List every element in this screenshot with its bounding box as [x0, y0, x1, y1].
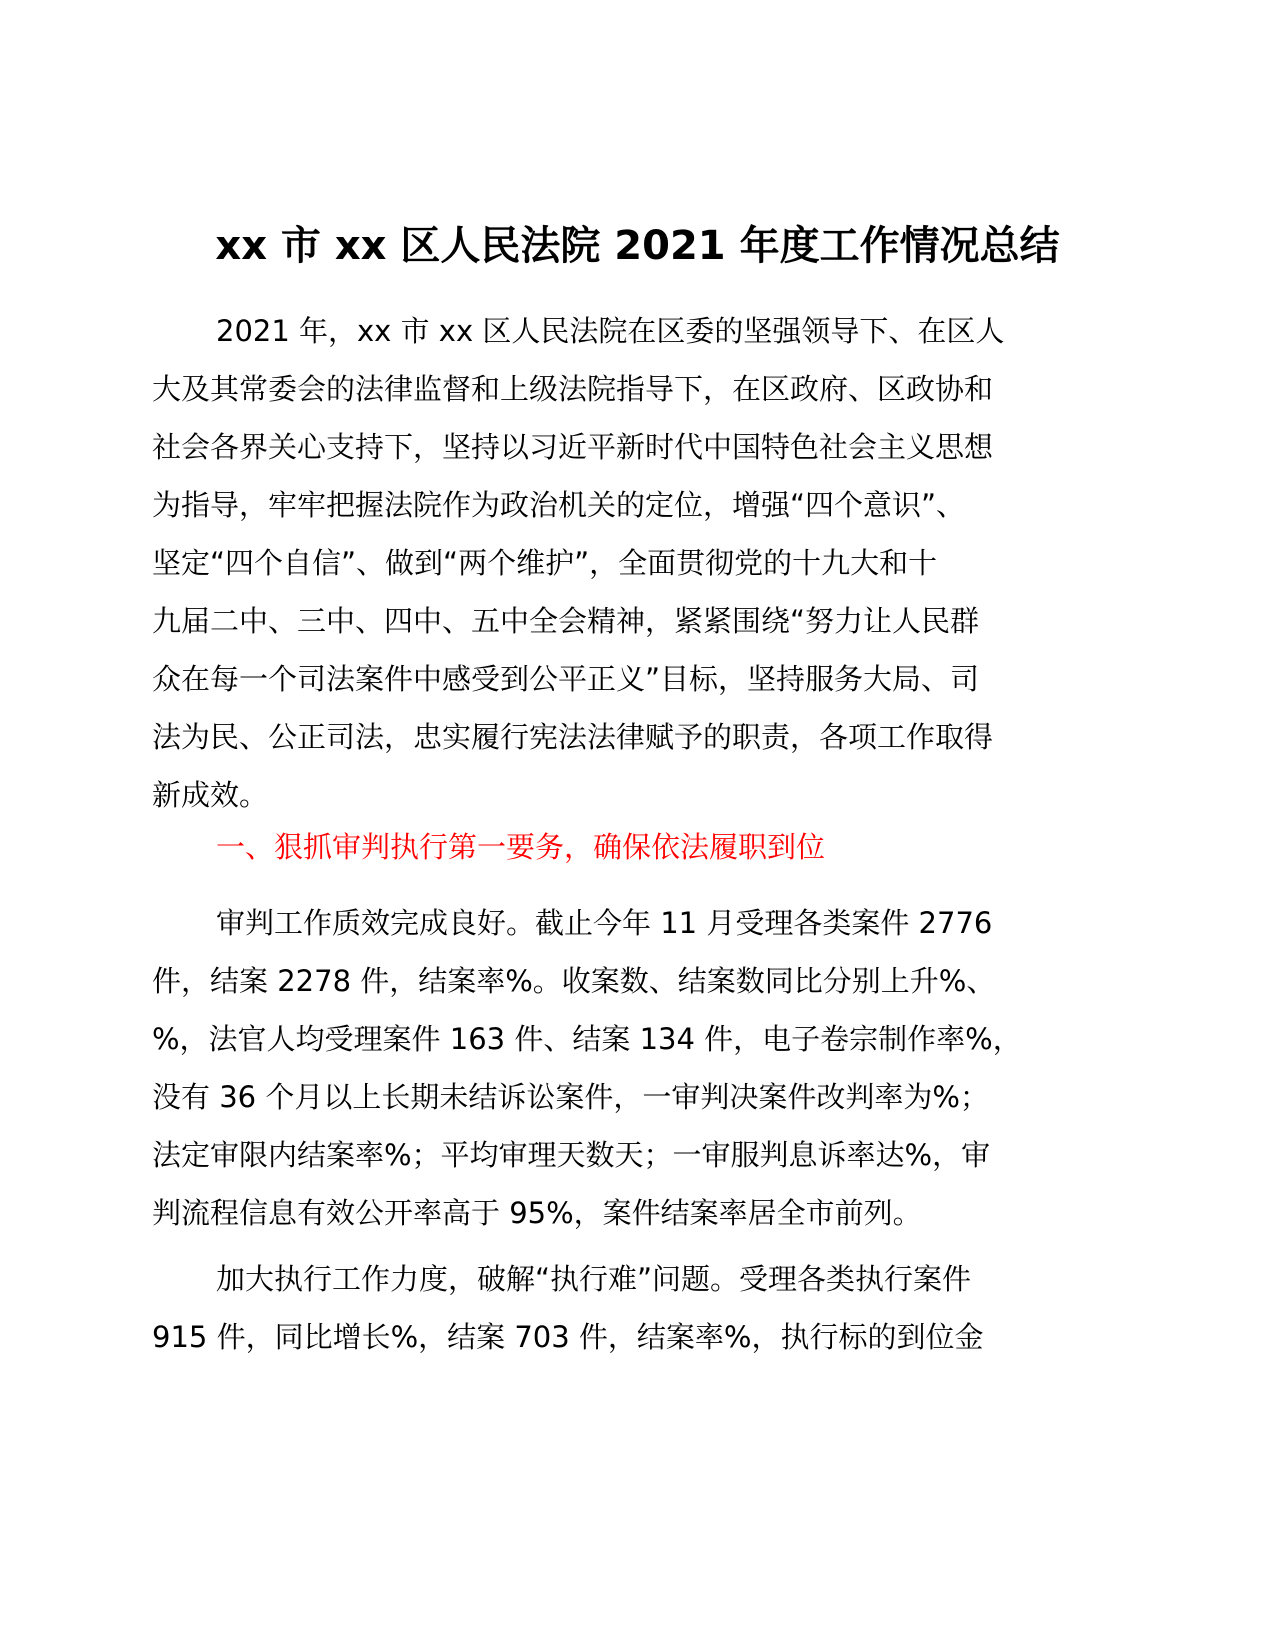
paragraph-line: 判流程信息有效公开率高于 95%，案件结案率居全市前列。 [152, 1196, 922, 1230]
paragraph-line: 法为民、公正司法，忠实履行宪法法律赋予的职责，各项工作取得 [152, 720, 994, 754]
paragraph-line: 件，结案 2278 件，结案率%。收案数、结案数同比分别上升%、 [152, 964, 996, 998]
trial-work-paragraph [152, 894, 1112, 1242]
paragraph-line: 审判工作质效完成良好。截止今年 11 月受理各类案件 2776 [216, 906, 993, 940]
paragraph-line: 众在每一个司法案件中感受到公平正义”目标，坚持服务大局、司 [152, 662, 980, 696]
paragraph-line: 大及其常委会的法律监督和上级法院指导下，在区政府、区政协和 [152, 372, 994, 406]
paragraph-line: 社会各界关心支持下，坚持以习近平新时代中国特色社会主义思想 [152, 430, 994, 464]
intro-paragraph [152, 302, 1112, 824]
section-heading: 一、狠抓审判执行第一要务，确保依法履职到位 [216, 830, 826, 864]
execution-work-paragraph [152, 1250, 1112, 1366]
paragraph-line: 没有 36 个月以上长期未结诉讼案件，一审判决案件改判率为%； [152, 1080, 989, 1114]
paragraph-line: 915 件，同比增长%，结案 703 件，结案率%，执行标的到位金 [152, 1320, 984, 1354]
paragraph-line: 坚定“四个自信”、做到“两个维护”，全面贯彻党的十九大和十 [152, 546, 938, 580]
document-title: xx 市 xx 区人民法院 2021 年度工作情况总结 [215, 223, 1060, 269]
paragraph-line: 新成效。 [152, 778, 269, 812]
paragraph-line: %，法官人均受理案件 163 件、结案 134 件，电子卷宗制作率%， [152, 1022, 1022, 1056]
paragraph-line: 为指导，牢牢把握法院作为政治机关的定位，增强“四个意识”、 [152, 488, 966, 522]
paragraph-line: 法定审限内结案率%；平均审理天数天；一审服判息诉率达%，审 [152, 1138, 991, 1172]
paragraph-line: 加大执行工作力度，破解“执行难”问题。受理各类执行案件 [216, 1262, 972, 1296]
paragraph-line: 2021 年，xx 市 xx 区人民法院在区委的坚强领导下、在区人 [216, 314, 1005, 348]
paragraph-line: 九届二中、三中、四中、五中全会精神，紧紧围绕“努力让人民群 [152, 604, 980, 638]
